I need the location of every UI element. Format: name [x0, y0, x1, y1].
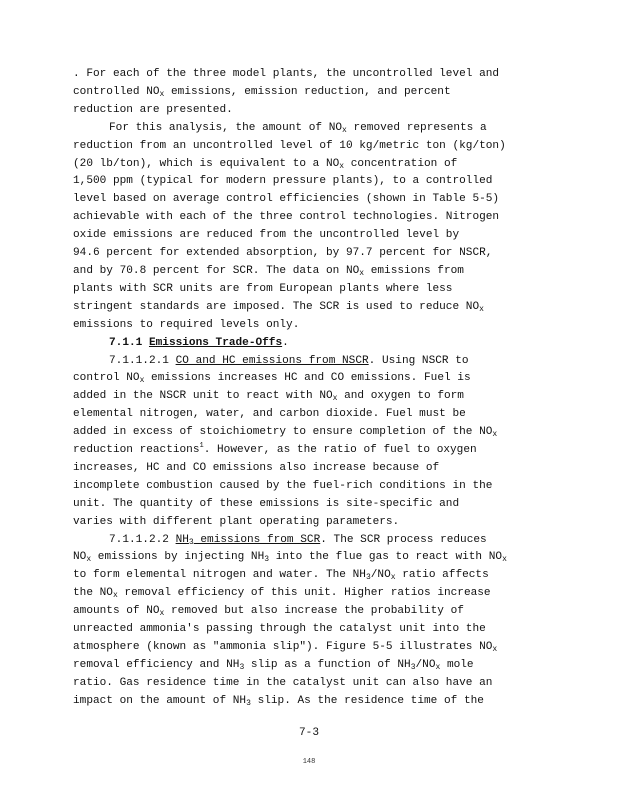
text-line: . For each of the three model plants, the uncontrolled level and [73, 68, 500, 80]
text-line: oxide emissions are reduced from the uncontrolled level by [73, 229, 460, 242]
text-line: removal efficiency and $NH_3$ slip as a function of $NH_3/NO_x$ mole [73, 658, 474, 672]
text-line: control $NO_x$ emissions increases HC and CO emissions. Fuel is [73, 372, 471, 386]
text-line: reduction from an uncontrolled level of 10 kg/metric ton (kg/ton) [73, 139, 506, 152]
text-line: controlled $NO_x$ emissions, emission reduction, and percent [73, 85, 451, 99]
text-line: amounts of $NO_x$ removed but also increase the probability of [73, 605, 464, 619]
text-line: varies with different plant operating parameters. [73, 515, 400, 528]
subsection-title: CO and HC emissions from NSCR [175, 354, 369, 367]
text-line: added in the NSCR unit to react with $NO_x$ and oxygen to form [73, 390, 464, 404]
text-line: level based on average control efficiencies (shown in Table 5-5) [73, 193, 500, 206]
subsection-title: $NH_3$ emissions from SCR [175, 533, 321, 547]
text-line: (20 lb/ton), which is equivalent to a $NO_x$ concentration of [73, 157, 458, 171]
text-line: 1,500 ppm (typical for modern pressure plants), to a controlled [73, 175, 493, 188]
text-line: impact on the amount of $NH_3$ slip. As the residence time of the [73, 694, 484, 708]
text-line: atmosphere (known as "ammonia slip"). Figure 5-5 illustrates $NO_x$ [73, 641, 498, 654]
text-line: and by 70.8 percent for SCR. The data on $NO_x$ emissions from [73, 264, 464, 278]
text-line: For this analysis, the amount of $NO_x$ removed represents a [109, 121, 487, 135]
text-line: the $NO_x$ removal efficiency of this unit. Higher ratios increase [73, 587, 491, 601]
page-number: 7-3 [299, 727, 319, 739]
text-line: 7.1.1.2.2 $NH_3$ emissions from SCR. The SCR process reduces [109, 533, 487, 547]
text-line: added in excess of stoichiometry to ensure completion of the $NO_x$ [73, 426, 498, 440]
footnote-ref: 1 [199, 442, 204, 451]
text-line: reduction are presented. [73, 103, 233, 116]
text-line: increases, HC and CO emissions also increase because of [73, 461, 440, 474]
text-line: to form elemental nitrogen and water. The $NH_3/NO_x$ ratio affects [73, 569, 489, 583]
text-line: incomplete combustion caused by the fuel-rich conditions in the [73, 479, 493, 492]
text-line: elemental nitrogen, water, and carbon dioxide. Fuel must be [73, 408, 466, 421]
text-line: ratio. Gas residence time in the catalyst unit can also have an [73, 676, 493, 689]
text-line: achievable with each of the three control technologies. Nitrogen [73, 211, 500, 224]
text-line: stringent standards are imposed. The SCR is used to reduce $NO_x$ [73, 300, 484, 314]
text-line: unreacted ammonia's passing through the catalyst unit into the [73, 623, 486, 636]
text-line: reduction reactions$^1$. However, as the ratio of fuel to oxygen [73, 442, 477, 457]
body-text [73, 66, 555, 711]
text-line: plants with SCR units are from European plants where less [73, 282, 453, 295]
text-line: $NO_x$ emissions by injecting $NH_3$ into the flue gas to react with $NO_x$ [73, 551, 507, 565]
text-line: 94.6 percent for extended absorption, by 97.7 percent for NSCR, [73, 247, 493, 260]
text-line: emissions to required levels only. [73, 318, 300, 331]
section-heading: 7.1.1 Emissions Trade-Offs. [109, 336, 289, 349]
text-line: unit. The quantity of these emissions is site-specific and [73, 497, 460, 510]
text-line: 7.1.1.2.1 CO and HC emissions from NSCR. Using NSCR to [109, 354, 469, 367]
page-id: 148 [302, 758, 316, 766]
